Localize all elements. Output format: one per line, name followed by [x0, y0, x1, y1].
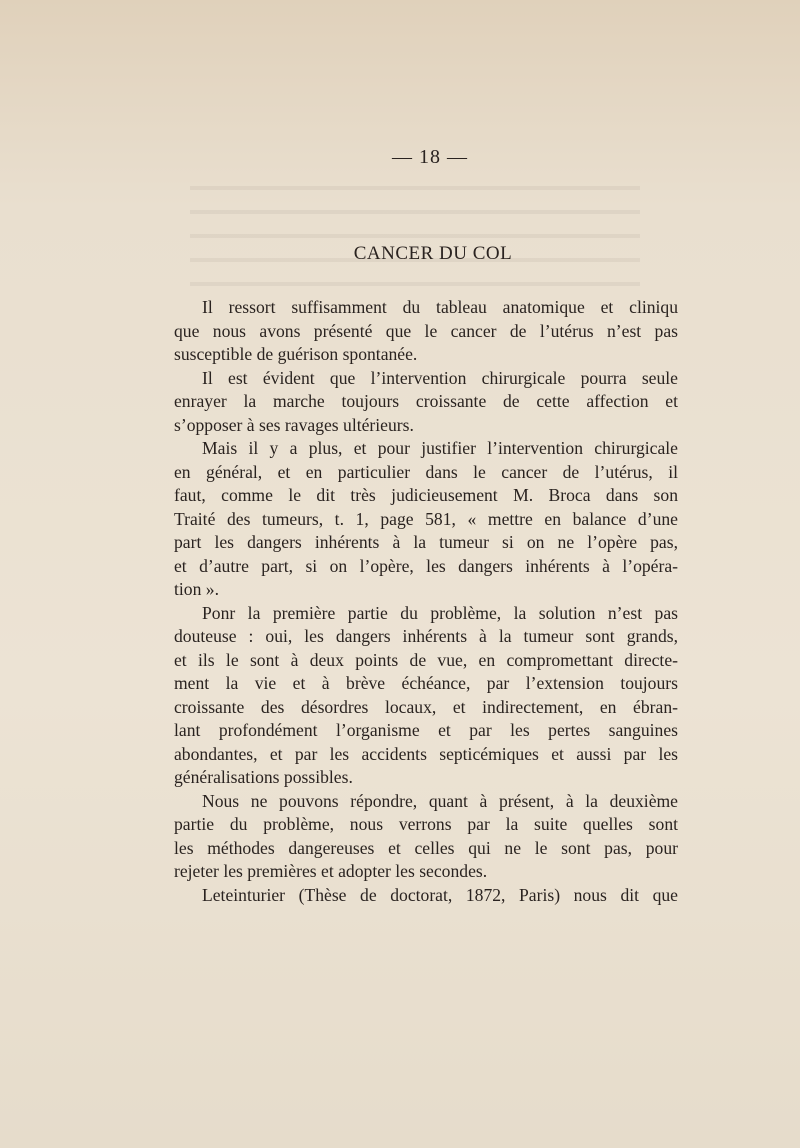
text-line: douteuse : oui, les dangers inhérents à la tumeur sont grands, [174, 626, 678, 646]
text-line: et ils le sont à deux points de vue, en compromettant directe- [174, 649, 678, 670]
text-line: Ponr la première partie du problème, la solution n’est pas [202, 602, 678, 623]
text-line: généralisations possibles. [174, 767, 353, 787]
section-heading: CANCER DU COL [353, 243, 513, 264]
body-text [174, 296, 678, 907]
text-line: croissante des désordres locaux, et indirectement, en ébran- [174, 696, 678, 717]
text-line: que nous avons présenté que le cancer de l’utérus n’est pas [174, 320, 678, 341]
text-line: et d’autre part, si on l’opère, les dangers inhérents à l’opéra- [174, 555, 678, 576]
text-line: lant profondément l’organisme et par les pertes sanguines [174, 720, 678, 740]
text-line: susceptible de guérison spontanée. [174, 344, 418, 364]
text-line: ment la vie et à brève échéance, par l’extension toujours [174, 673, 678, 693]
text-line: Leteinturier (Thèse de doctorat, 1872, Paris) nous dit que [202, 884, 678, 905]
text-line: Il ressort suffisamment du tableau anatomique et cliniqu [202, 297, 678, 317]
text-line: partie du problème, nous verrons par la suite quelles sont [174, 814, 678, 834]
page-number: — 18 — [392, 146, 468, 168]
text-line: s’opposer à ses ravages ultérieurs. [174, 414, 414, 435]
text-line: abondantes, et par les accidents septicémiques et aussi par les [174, 743, 678, 764]
show-through-texture [190, 172, 640, 292]
text-line: Mais il y a plus, et pour justifier l’intervention chirurgicale [202, 438, 678, 458]
text-line: faut, comme le dit très judicieusement M. Broca dans son [174, 485, 678, 505]
text-line: part les dangers inhérents à la tumeur si on ne l’opère pas, [174, 532, 678, 552]
text-line: Il est évident que l’intervention chirurgicale pourra seule [202, 367, 678, 388]
text-line: rejeter les premières et adopter les secondes. [174, 861, 488, 881]
text-line: enrayer la marche toujours croissante de cette affection et [174, 391, 678, 411]
text-line: en général, et en particulier dans le cancer de l’utérus, il [174, 461, 678, 482]
text-line: Traité des tumeurs, t. 1, page 581, « mettre en balance d’une [174, 508, 678, 529]
text-line: tion ». [174, 579, 219, 599]
text-line: Nous ne pouvons répondre, quant à présent, à la deuxième [202, 790, 678, 811]
text-line: les méthodes dangereuses et celles qui ne le sont pas, pour [174, 837, 678, 858]
